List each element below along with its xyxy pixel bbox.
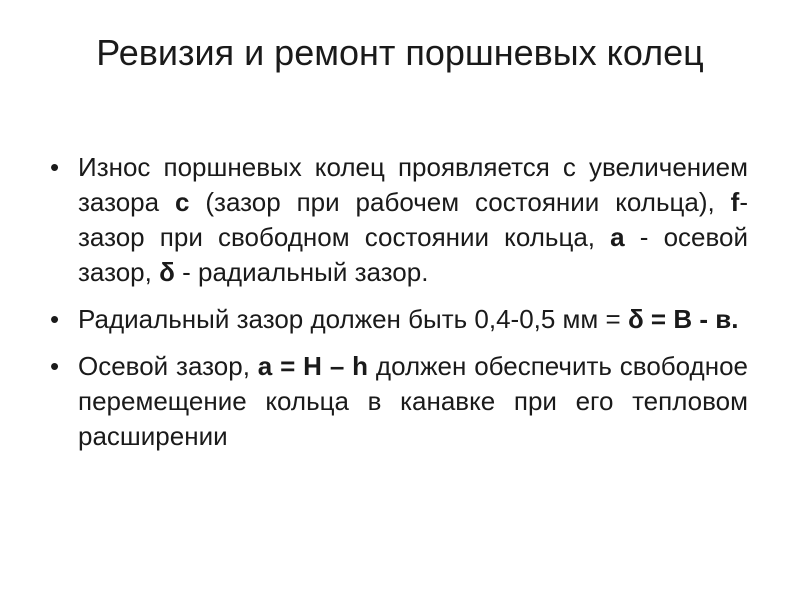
bullet-text-1-part-3: (зазор при рабочем состоянии кольца), [189, 187, 731, 217]
bullet-text-3-part-2: а = Н – h [257, 351, 369, 381]
bullet-text-3-part-1: Осевой зазор, [78, 351, 258, 381]
bullet-text-1-part-2: с [175, 187, 190, 217]
bullet-text-1-part-9: - радиальный зазор. [174, 257, 429, 287]
bullet-list [48, 150, 748, 466]
bullet-text-1-part-1: Износ поршневых колец проявляется с увеличением зазора [78, 152, 748, 217]
bullet-dot: • [50, 152, 60, 182]
bullet-text-1-part-5: - зазор при свободном состоянии кольца, [78, 187, 748, 252]
bullet-text-1-part-7: - осевой зазор, [78, 222, 748, 287]
bullet-item-2 [48, 302, 748, 337]
bullet-text-1-part-4: f [730, 187, 740, 217]
bullet-dot: • [50, 304, 60, 334]
slide-title: Ревизия и ремонт поршневых колец [96, 32, 704, 73]
bullet-text-1-part-8: δ [159, 257, 175, 287]
bullet-dot: • [50, 351, 60, 381]
bullet-item-1 [48, 150, 748, 290]
bullet-text-2-part-1: Радиальный зазор должен быть 0,4-0,5 мм = [78, 304, 628, 334]
bullet-text-1-part-6: а [610, 222, 625, 252]
bullet-text-3-part-3: должен обеспечить свободное перемещение кольца в канавке при его тепловом расширении [78, 351, 749, 451]
bullet-item-3 [48, 349, 748, 454]
bullet-text-2-part-2: δ = В - в. [627, 304, 739, 334]
